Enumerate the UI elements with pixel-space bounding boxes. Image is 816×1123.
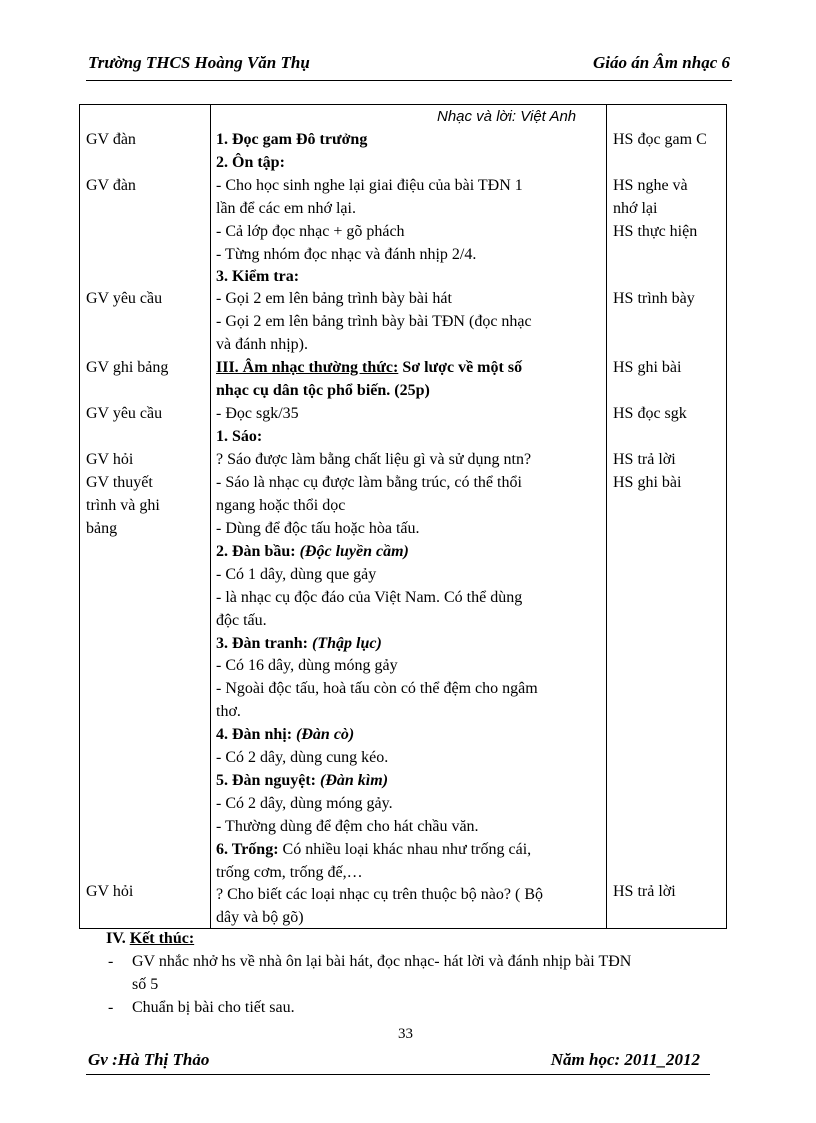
section-heading xyxy=(216,770,388,792)
student-activity: HS trình bày xyxy=(613,290,695,307)
instrument-alias: (Đàn kìm) xyxy=(320,772,389,789)
student-activity: HS trả lời xyxy=(613,883,676,900)
subject-title: Giáo án Âm nhạc 6 xyxy=(593,53,730,72)
section-heading: 2. Ôn tập: xyxy=(216,154,285,171)
teacher-activity: trình và ghi xyxy=(86,497,160,514)
song-credit: Nhạc và lời: Việt Anh xyxy=(437,108,577,125)
closing-item: Chuẩn bị bài cho tiết sau. xyxy=(132,999,295,1016)
student-activity: HS ghi bài xyxy=(613,359,682,376)
teacher-activity: GV yêu cầu xyxy=(86,405,163,422)
teacher-activity: GV hỏi xyxy=(86,451,134,468)
student-activity: nhớ lại xyxy=(613,200,658,217)
content-line: - Có 1 dây, dùng que gảy xyxy=(216,566,377,583)
content-line: lần để các em nhớ lại. xyxy=(216,200,356,217)
content-line: - Thường dùng để đệm cho hát chầu văn. xyxy=(216,818,479,835)
content-line: ? Sáo được làm bằng chất liệu gì và sử dụng ntn? xyxy=(216,451,532,468)
content-line: - Có 16 dây, dùng móng gảy xyxy=(216,657,398,674)
lesson-table xyxy=(79,104,727,929)
instrument-alias: (Độc luyền cầm) xyxy=(299,543,409,560)
section-title-underlined: III. Âm nhạc thường thức: xyxy=(216,359,399,376)
instrument-alias: (Thập lục) xyxy=(312,635,382,652)
instrument-name: 5. Đàn nguyệt: xyxy=(216,772,321,789)
instrument-alias: (Đàn cò) xyxy=(296,726,355,743)
instrument-name: 2. Đàn bầu: xyxy=(216,543,300,560)
content-line: dây và bộ gõ) xyxy=(216,909,304,926)
content-line: ngang hoặc thổi dọc xyxy=(216,497,346,514)
page-header xyxy=(86,50,732,81)
instrument-description: Có nhiều loại khác nhau như trống cái, xyxy=(278,841,532,858)
teacher-activity: GV ghi bảng xyxy=(86,359,169,376)
teacher-activity: GV đàn xyxy=(86,177,136,194)
section-heading xyxy=(216,724,354,746)
content-line: - là nhạc cụ độc đáo của Việt Nam. Có thể dùng xyxy=(216,589,523,606)
teacher-activity: bảng xyxy=(86,520,118,537)
student-activity: HS trả lời xyxy=(613,451,676,468)
content-line: - Gọi 2 em lên bảng trình bày bài hát xyxy=(216,290,452,307)
content-line: - Dùng để độc tấu hoặc hòa tấu. xyxy=(216,520,420,537)
section-subtitle: Sơ lược về một số xyxy=(398,359,523,376)
teacher-activity: GV hỏi xyxy=(86,883,134,900)
instrument-name: 6. Trống: xyxy=(216,841,279,858)
teacher-activity: GV đàn xyxy=(86,131,136,148)
bullet-dash: - xyxy=(108,953,114,970)
student-activity: HS nghe và xyxy=(613,177,688,194)
content-line: - Cả lớp đọc nhạc + gõ phách xyxy=(216,223,405,240)
section-heading xyxy=(216,357,522,379)
page-footer xyxy=(86,1050,710,1075)
content-line: độc tấu. xyxy=(216,612,267,629)
content-line xyxy=(216,839,531,861)
closing-title: Kết thúc: xyxy=(129,930,195,947)
content-line: - Sáo là nhạc cụ được làm bằng trúc, có thể thổi xyxy=(216,474,522,491)
content-line: trống cơm, trống đế,… xyxy=(216,864,363,881)
content-line: - Ngoài độc tấu, hoà tấu còn có thể đệm cho ngâm xyxy=(216,680,538,697)
section-heading xyxy=(216,541,409,563)
school-name: Trường THCS Hoàng Văn Thụ xyxy=(88,53,310,72)
school-year: Năm học: 2011_2012 xyxy=(550,1050,700,1069)
content-line: - Cho học sinh nghe lại giai điệu của bài TĐN 1 xyxy=(216,177,523,194)
section-heading: 3. Kiểm tra: xyxy=(216,268,300,285)
section-heading: 1. Đọc gam Đô trưởng xyxy=(216,131,368,148)
closing-number: IV. xyxy=(106,930,130,947)
student-activity: HS đọc sgk xyxy=(613,405,687,422)
teacher-activity: GV yêu cầu xyxy=(86,290,163,307)
content-line: và đánh nhịp). xyxy=(216,336,308,353)
content-line: ? Cho biết các loại nhạc cụ trên thuộc bộ nào? ( Bộ xyxy=(216,886,543,903)
teacher-activity: GV thuyết xyxy=(86,474,153,491)
teacher-name: Gv :Hà Thị Thảo xyxy=(88,1050,210,1069)
content-line: - Có 2 dây, dùng cung kéo. xyxy=(216,749,389,766)
column-divider-2 xyxy=(606,105,607,928)
student-activity: HS đọc gam C xyxy=(613,131,707,148)
student-activity: HS ghi bài xyxy=(613,474,682,491)
column-divider-1 xyxy=(210,105,211,928)
bullet-dash: - xyxy=(108,999,114,1016)
closing-item: số 5 xyxy=(132,976,159,993)
instrument-name: 4. Đàn nhị: xyxy=(216,726,297,743)
student-activity: HS thực hiện xyxy=(613,223,698,240)
section-heading: nhạc cụ dân tộc phổ biến. (25p) xyxy=(216,382,430,399)
instrument-name: 3. Đàn tranh: xyxy=(216,635,313,652)
closing-section-heading xyxy=(106,928,194,950)
page-number: 33 xyxy=(398,1026,413,1042)
content-line: - Gọi 2 em lên bảng trình bày bài TĐN (đọc nhạc xyxy=(216,313,532,330)
content-line: thơ. xyxy=(216,703,241,720)
section-heading xyxy=(216,633,382,655)
content-line: - Đọc sgk/35 xyxy=(216,405,299,422)
closing-item: GV nhắc nhở hs về nhà ôn lại bài hát, đọc nhạc- hát lời và đánh nhịp bài TĐN xyxy=(132,953,632,970)
content-line: - Có 2 dây, dùng móng gảy. xyxy=(216,795,393,812)
section-heading: 1. Sáo: xyxy=(216,428,263,445)
content-line: - Từng nhóm đọc nhạc và đánh nhịp 2/4. xyxy=(216,246,477,263)
